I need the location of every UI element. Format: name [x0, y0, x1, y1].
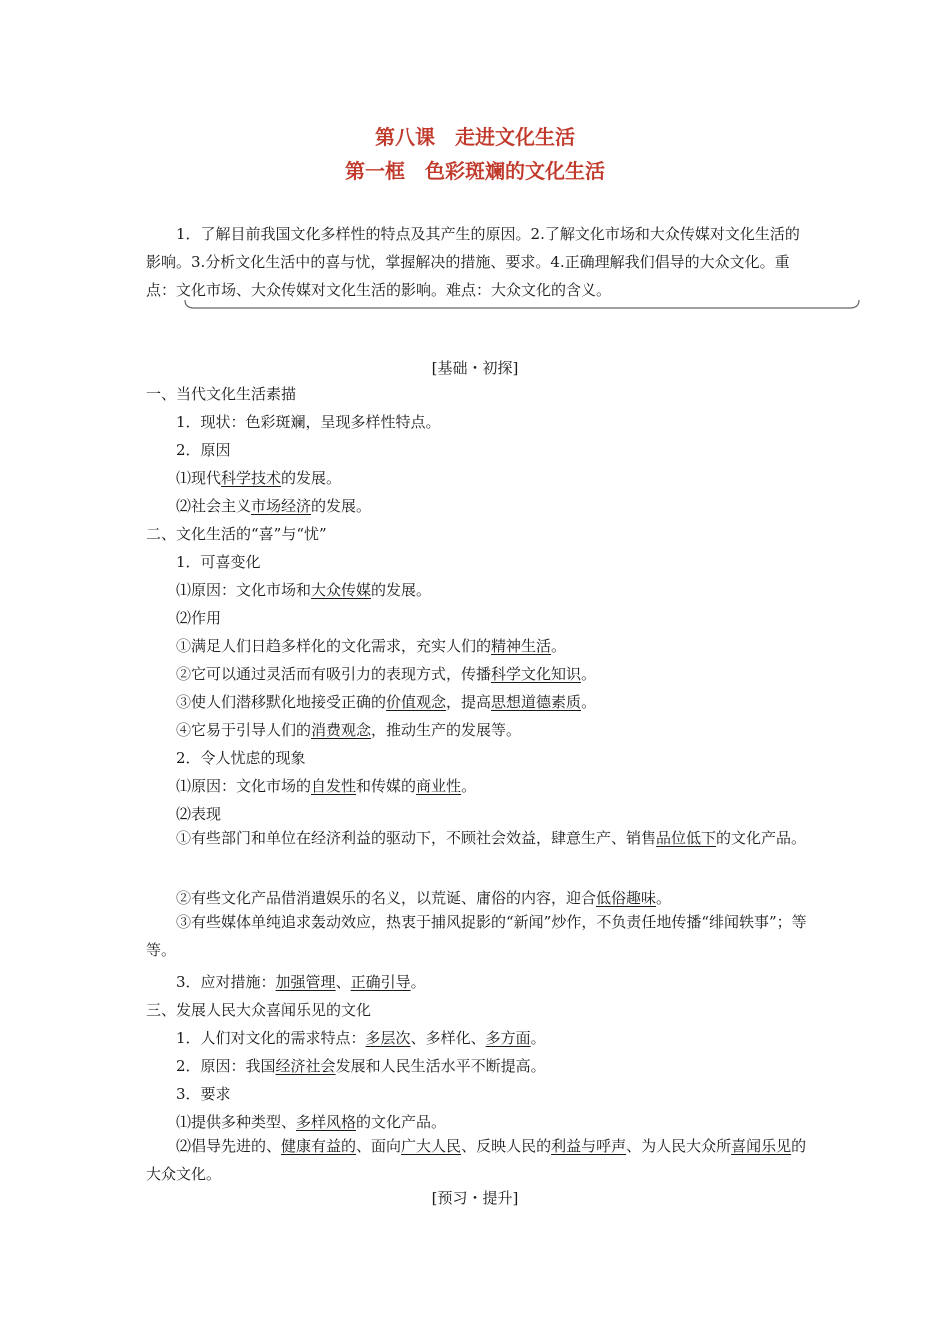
section2-worry-reason: ⑴原因：文化市场的自发性和传媒的商业性。 [176, 777, 477, 795]
section1-status: 1．现状：色彩斑斓，呈现多样性特点。 [176, 413, 441, 431]
answer-blank: 经济社会 [275, 1057, 336, 1075]
requirement-1: ⑴提供多种类型、多样风格的文化产品。 [176, 1113, 447, 1131]
section3-reason: 2．原因：我国经济社会发展和人民生活水平不断提高。 [176, 1057, 546, 1075]
section3-requirements: 3．要求 [176, 1085, 231, 1103]
answer-blank: 消费观念 [311, 721, 372, 739]
effect-1: ①满足人们日趋多样化的文化需求，充实人们的精神生活。 [176, 637, 567, 655]
answer-blank: 广大人民 [401, 1137, 462, 1155]
answer-blank: 思想道德素质 [491, 693, 582, 711]
section2-measures: 3．应对措施：加强管理、正确引导。 [176, 973, 426, 991]
answer-blank: 大众传媒 [311, 581, 372, 599]
answer-blank: 多方面 [485, 1029, 531, 1047]
learning-goals-text: 1．了解目前我国文化多样性的特点及其产生的原因。2.了解文化市场和大众传媒对文化生活的影响。3.分析文化生活中的喜与忧，掌握解决的措施、要求。4.正确理解我们倡导的大众文化。重点：文化市场、大众传媒对文化生活的影响。难点：大众文化的含义。 [146, 225, 800, 299]
section2-effect: ⑵作用 [176, 609, 222, 627]
answer-blank: 科学技术 [221, 469, 282, 487]
section2-change-reason: ⑴原因：文化市场和大众传媒的发展。 [176, 581, 432, 599]
lesson-title: 第八课 走进文化生活 [375, 125, 575, 149]
section1-title: 一、当代文化生活素描 [146, 385, 297, 403]
heading-preview: [预习・提升] [431, 1189, 519, 1207]
worry-3: ③有些媒体单纯追求轰动效应，热衷于捕风捉影的“新闻”炒作，不负责任地传播“绯闻轶事”；等等。 [146, 913, 807, 959]
answer-blank: 利益与呼声 [551, 1137, 627, 1155]
answer-blank: 多样风格 [296, 1113, 357, 1131]
answer-blank: 精神生活 [491, 637, 552, 655]
section3-title: 三、发展人民大众喜闻乐见的文化 [146, 1001, 372, 1019]
worry-1: ①有些部门和单位在经济利益的驱动下，不顾社会效益，肆意生产、销售品位低下的文化产品。 [176, 829, 807, 847]
section1-reason: 2．原因 [176, 441, 231, 459]
answer-blank: 商业性 [416, 777, 462, 795]
answer-blank: 正确引导 [350, 973, 411, 991]
worry-2: ②有些文化产品借消遣娱乐的名义，以荒诞、庸俗的内容，迎合低俗趣味。 [176, 889, 672, 907]
effect-3: ③使人们潜移默化地接受正确的价值观念，提高思想道德素质。 [176, 693, 597, 711]
section1-reason-1: ⑴现代科学技术的发展。 [176, 469, 342, 487]
answer-blank: 健康有益的 [281, 1137, 357, 1155]
answer-blank: 喜闻乐见 [731, 1137, 792, 1155]
section2-title: 二、文化生活的“喜”与“忧” [146, 525, 327, 543]
answer-blank: 市场经济 [251, 497, 312, 515]
section2-show: ⑵表现 [176, 805, 222, 823]
section-title: 第一框 色彩斑斓的文化生活 [345, 159, 605, 183]
answer-blank: 加强管理 [275, 973, 336, 991]
section2-worry: 2．令人忧虑的现象 [176, 749, 306, 767]
answer-blank: 品位低下 [656, 829, 717, 847]
goals-bracket-divider [184, 298, 860, 318]
effect-4: ④它易于引导人们的消费观念，推动生产的发展等。 [176, 721, 522, 739]
heading-basics: [基础・初探] [431, 359, 519, 377]
answer-blank: 多层次 [365, 1029, 411, 1047]
answer-blank: 自发性 [311, 777, 357, 795]
section2-change: 1．可喜变化 [176, 553, 261, 571]
effect-2: ②它可以通过灵活而有吸引力的表现方式，传播科学文化知识。 [176, 665, 597, 683]
answer-blank: 科学文化知识 [491, 665, 582, 683]
learning-goals [146, 220, 810, 304]
section3-need: 1．人们对文化的需求特点：多层次、多样化、多方面。 [176, 1029, 546, 1047]
section1-reason-2: ⑵社会主义市场经济的发展。 [176, 497, 372, 515]
answer-blank: 价值观念 [386, 693, 447, 711]
answer-blank: 低俗趣味 [596, 889, 657, 907]
requirement-2: ⑵倡导先进的、健康有益的、面向广大人民、反映人民的利益与呼声、为人民大众所喜闻乐见的大众文化。 [146, 1137, 807, 1183]
